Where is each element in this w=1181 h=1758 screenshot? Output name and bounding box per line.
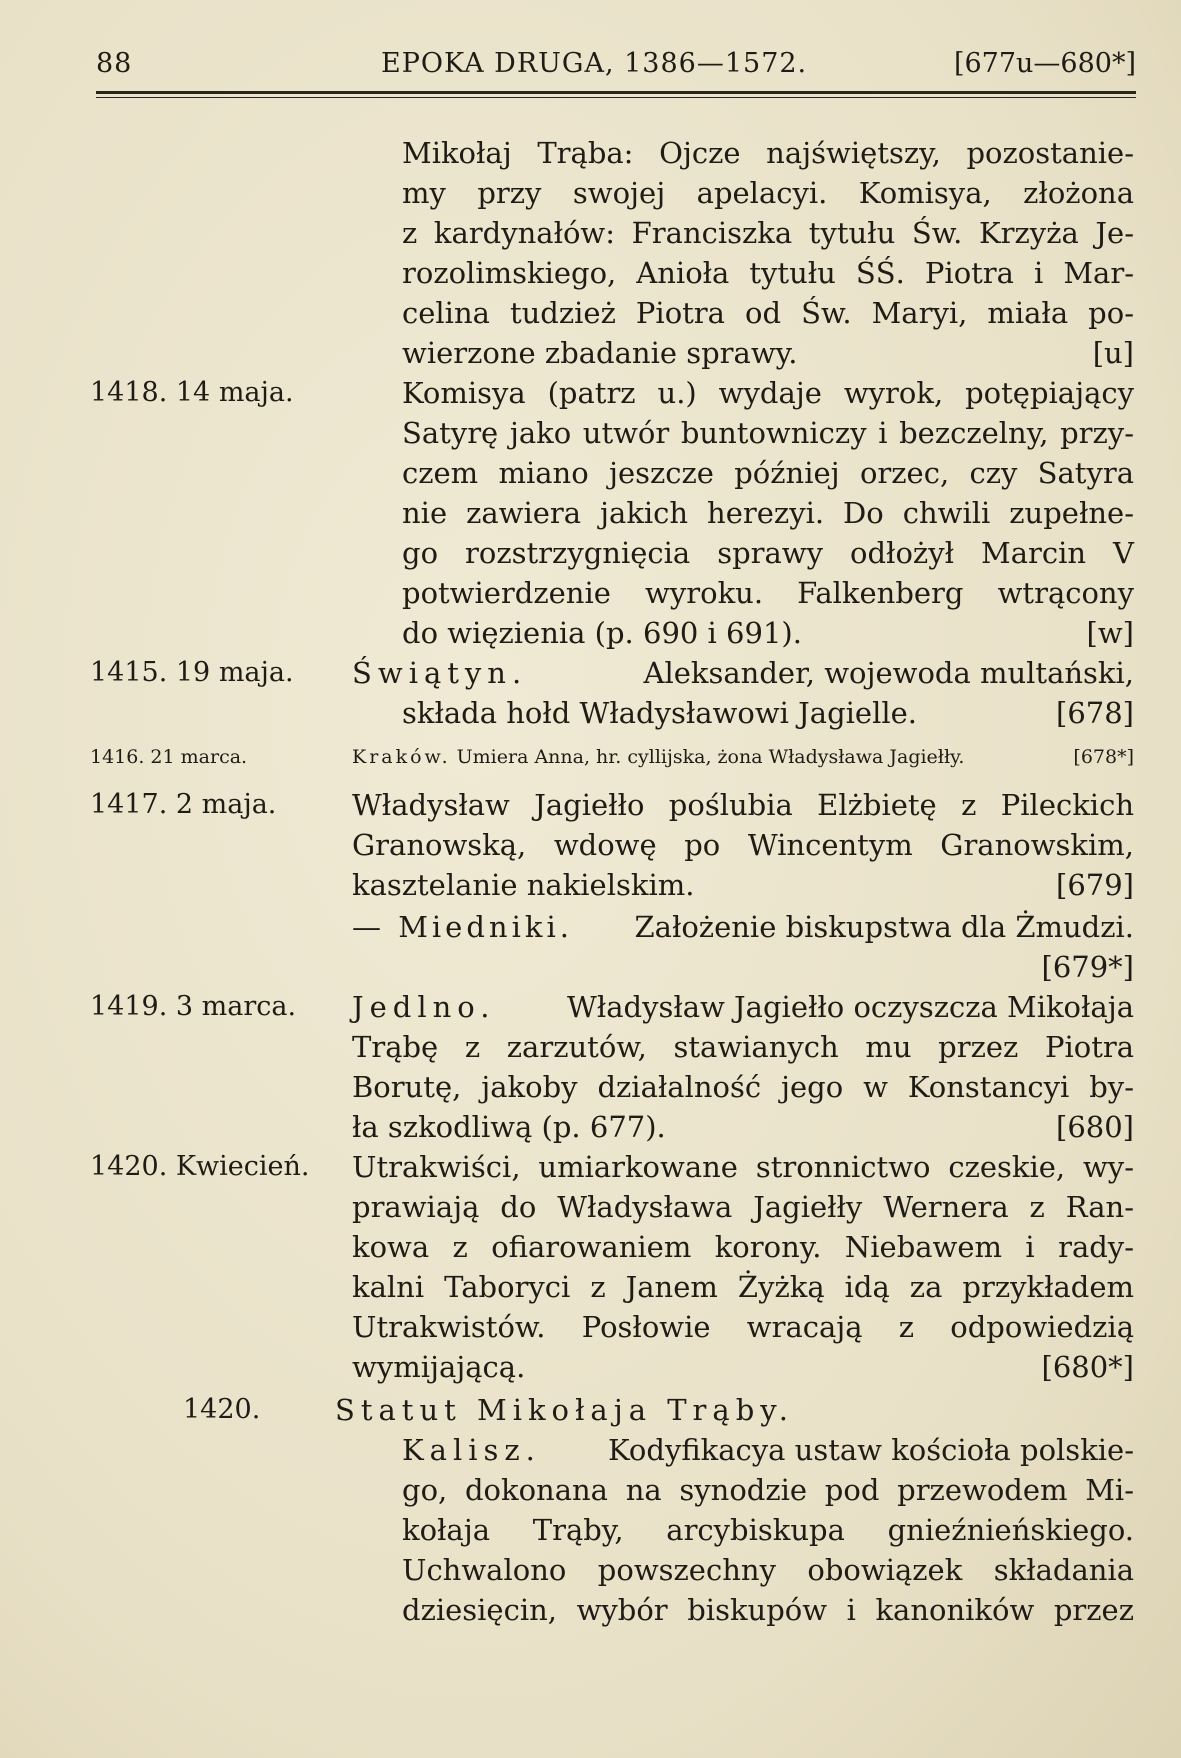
text-line: Satyrę jako utwór buntowniczy i bezczelny, przy- bbox=[402, 416, 1134, 450]
text-line: go, dokonana na synodzie pod przewodem Mi- bbox=[402, 1473, 1134, 1507]
header-rule bbox=[96, 91, 1136, 94]
entry-ref: [678] bbox=[1056, 696, 1134, 730]
entry-date: 1419. 3 marca. bbox=[90, 991, 297, 1022]
entry-date: 1420. Kwiecień. bbox=[90, 1151, 310, 1182]
line-text: wierzone zbadanie sprawy. bbox=[402, 336, 798, 370]
place-name: Jedlno. bbox=[352, 990, 496, 1024]
text-line bbox=[352, 737, 1134, 777]
text-line bbox=[352, 907, 1134, 947]
line-text: Aleksander, wojewoda multański, bbox=[643, 656, 1134, 690]
text-line: Trąbę z zarzutów, stawianych mu przez Piotra bbox=[352, 1030, 1134, 1064]
entry-date: 1418. 14 maja. bbox=[90, 377, 294, 408]
text-line bbox=[402, 613, 1134, 653]
text-line: Borutę, jakoby działalność jego w Konstancyi by- bbox=[352, 1070, 1134, 1104]
text-line: kołaja Trąby, arcybiskupa gnieźnieńskiego. bbox=[402, 1513, 1134, 1547]
section-title bbox=[335, 1390, 1134, 1430]
line-text: Władysław Jagiełło oczyszcza Mikołaja bbox=[567, 990, 1134, 1024]
entry-ref: [680*] bbox=[1041, 1350, 1134, 1384]
entry-date: 1420. bbox=[183, 1394, 261, 1425]
text-line: kowa z ofiarowaniem korony. Niebawem i rady- bbox=[352, 1230, 1134, 1264]
entry-date: 1415. 19 maja. bbox=[90, 657, 294, 688]
entry-ref: [u] bbox=[1092, 336, 1134, 370]
text-line: Uchwalono powszechny obowiązek składania bbox=[402, 1553, 1134, 1587]
text-line: Mikołaj Trąba: Ojcze najświętszy, pozostanie- bbox=[402, 136, 1134, 170]
entry-ref: [678*] bbox=[1073, 746, 1134, 768]
page-number: 88 bbox=[96, 48, 133, 79]
place-name: Kalisz. bbox=[402, 1433, 541, 1467]
line-text: Kodyfikacya ustaw kościoła polskie- bbox=[608, 1433, 1134, 1467]
text-line: prawiają do Władysława Jagiełły Wernera z Ran- bbox=[352, 1190, 1134, 1224]
text-line: celina tudzież Piotra od Św. Maryi, miała po- bbox=[402, 296, 1134, 330]
line-text: składa hołd Władysławowi Jagielle. bbox=[402, 696, 918, 730]
text-line: Władysław Jagiełło poślubia Elżbietę z Pileckich bbox=[352, 788, 1134, 822]
text-line bbox=[352, 1347, 1134, 1387]
text-line: kalni Taboryci z Janem Żyżką idą za przykładem bbox=[352, 1270, 1134, 1304]
text-line bbox=[352, 865, 1134, 905]
text-line bbox=[352, 653, 1134, 693]
entry-range: [677u—680*] bbox=[953, 48, 1136, 79]
line-text: Założenie biskupstwa dla Żmudzi. bbox=[634, 910, 1134, 944]
line-text: kasztelanie nakielskim. bbox=[352, 868, 695, 902]
entry-ref: [w] bbox=[1086, 616, 1134, 650]
text-line: rozolimskiego, Anioła tytułu ŚŚ. Piotra i Mar- bbox=[402, 256, 1134, 290]
line-text: Umiera Anna, hr. cyllijska, żona Władysława Jagiełły. bbox=[456, 746, 965, 768]
text-line: my przy swojej apelacyi. Komisya, złożona bbox=[402, 176, 1134, 210]
text-line: czem miano jeszcze później orzec, czy Satyra bbox=[402, 456, 1134, 490]
text-line: Granowską, wdowę po Wincentym Granowskim, bbox=[352, 828, 1134, 862]
line-text: ła szkodliwą (p. 677). bbox=[352, 1110, 666, 1144]
text-line: Komisya (patrz u.) wydaje wyrok, potępiający bbox=[402, 376, 1134, 410]
text-line bbox=[352, 947, 1134, 987]
place-name: Kraków. bbox=[352, 746, 451, 768]
running-title: EPOKA DRUGA, 1386—1572. bbox=[381, 48, 808, 79]
line-text: do więzienia (p. 690 i 691). bbox=[402, 616, 802, 650]
text-line: Utrakwiści, umiarkowane stronnictwo czeskie, wy- bbox=[352, 1150, 1134, 1184]
text-line bbox=[402, 693, 1134, 733]
entry-date: 1416. 21 marca. bbox=[90, 746, 248, 768]
text-line: go rozstrzygnięcia sprawy odłożył Marcin V bbox=[402, 536, 1134, 570]
page-header bbox=[96, 48, 1136, 88]
entry-date: 1417. 2 maja. bbox=[90, 789, 277, 820]
text-line bbox=[352, 1107, 1134, 1147]
text-line bbox=[402, 333, 1134, 373]
entry-ref: [680] bbox=[1056, 1110, 1134, 1144]
text-line: Utrakwistów. Posłowie wracają z odpowiedzią bbox=[352, 1310, 1134, 1344]
text-line bbox=[402, 1430, 1134, 1470]
text-line: dziesięcin, wybór biskupów i kanoników przez bbox=[402, 1593, 1134, 1627]
entry-ref: [679] bbox=[1056, 868, 1134, 902]
text-line bbox=[352, 987, 1134, 1027]
header-rule-thin bbox=[96, 97, 1136, 98]
entry-ref: [679*] bbox=[1041, 950, 1134, 984]
statute-title: Statut Mikołaja Trąby. bbox=[335, 1393, 795, 1427]
text-line: nie zawiera jakich herezyi. Do chwili zupełne- bbox=[402, 496, 1134, 530]
line-text: wymijającą. bbox=[352, 1350, 526, 1384]
text-line: potwierdzenie wyroku. Falkenberg wtrącony bbox=[402, 576, 1134, 610]
place-name: Świątyn. bbox=[352, 656, 528, 690]
place-name: — Miedniki. bbox=[352, 910, 573, 944]
text-line: z kardynałów: Franciszka tytułu Św. Krzyża Je- bbox=[402, 216, 1134, 250]
